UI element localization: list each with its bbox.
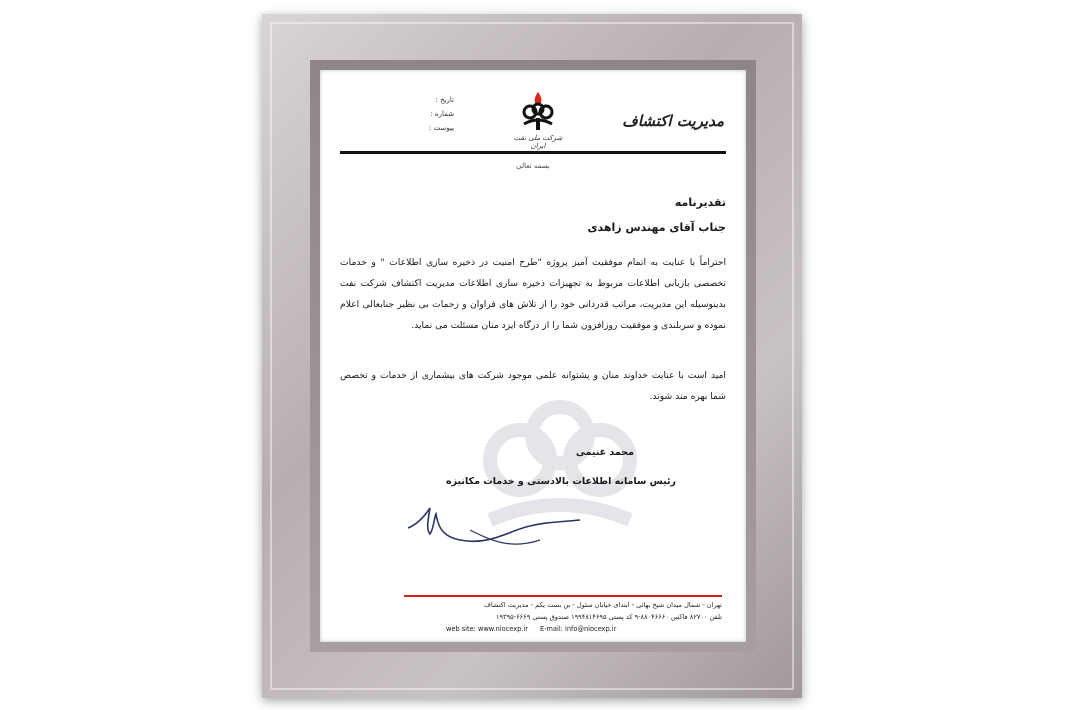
letter-heading: تقدیرنامه <box>674 196 726 209</box>
footer-rule <box>404 595 722 597</box>
nioc-logo-icon <box>518 90 558 132</box>
letter-paper <box>320 70 746 642</box>
footer-phones: تلفن ۸۲۷۰۰ فاکس ۸۸۰۴۶۶۶۰-۹ کد پستی ۱۹۹۴۸۱۴۶۹۵ صندوق پستی ۶۶۶۹-۱۹۳۹۵ <box>495 613 722 621</box>
letterhead <box>320 70 746 160</box>
header-rule <box>340 151 726 154</box>
body-paragraph-1: احتراماً با عنایت به اتمام موفقیت آمیز پروژه "طرح امنیت در ذخیره سازی اطلاعات " و خدمات تخصصی بازیابی اطلاعات مربوط به تجهیزات ذخیره سازی اطلاعات مدیریت اکتشاف شرکت نفت بدینوسیله این مدیریت، مراتب قدردانی خود را از تلاش های فراوان و زحمات بی نظیر جنابعالی اعلام نموده و سربلندی و موفقیت روزافزون شما را از درگاه ایزد منان مسئلت می نماید. <box>340 257 726 331</box>
signer-name: محمد غنیمی <box>575 447 634 458</box>
bismillah: بسمه تعالی <box>516 162 550 170</box>
footer-email: E-mail: info@niocexp.ir <box>540 625 617 633</box>
picture-frame <box>262 14 802 698</box>
recipient-line: جناب آقای مهندس زاهدی <box>587 221 726 234</box>
department-title: مدیریت اکتشاف <box>622 112 724 130</box>
date-label: تاریخ : <box>435 96 454 104</box>
footer-website: web site: www.niocexp.ir <box>446 625 528 633</box>
signature <box>400 500 590 560</box>
body-paragraph-2: امید است با عنایت خداوند منان و پشتوانه علمی موجود شرکت های بیشماری از خدمات و تخصص شما بهره مند شوند. <box>340 370 726 402</box>
number-label: شماره : <box>430 110 454 118</box>
signer-title: رئیس سامانه اطلاعات بالادستی و خدمات مکانیزه <box>446 476 676 487</box>
footer-address: تهران - شمال میدان شیخ بهائی - ابتدای خیابان سئول - بن بست یکم - مدیریت اکتشاف <box>484 601 722 609</box>
attachment-label: پیوست : <box>429 124 454 132</box>
letter-meta <box>394 96 454 138</box>
company-name: شرکت ملی نفت ایران <box>513 134 563 150</box>
